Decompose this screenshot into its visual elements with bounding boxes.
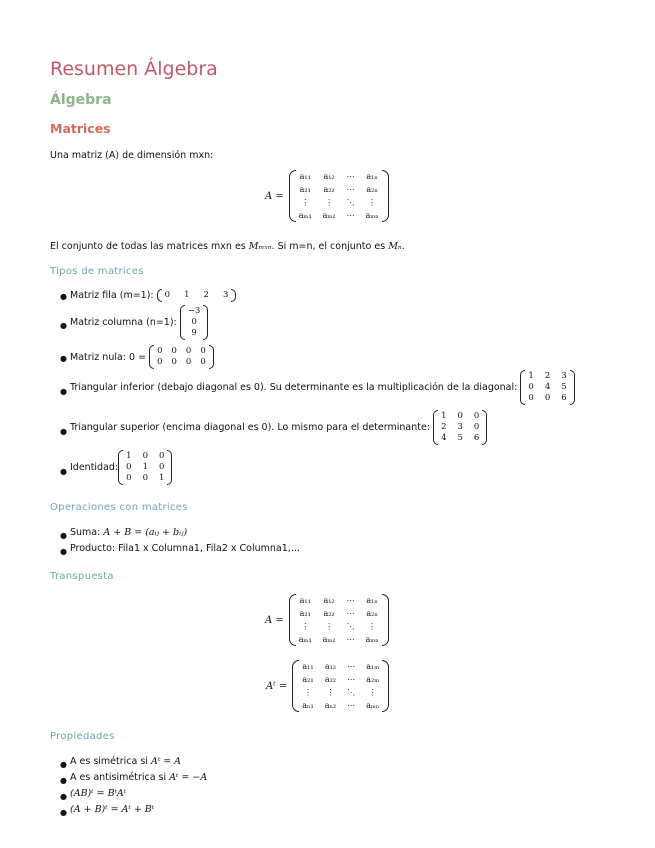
matrix-cell: 2 (441, 422, 447, 432)
set-text-3: . (401, 241, 405, 252)
prop-product-transpose: (AB)ᵗ = BᵗAᵗ (70, 788, 127, 799)
type-superior-label: Triangular superior (encima diagonal es 0). Lo mismo para el determinante: (70, 422, 431, 433)
matrix-cell: a₁₁ (299, 596, 311, 605)
matrix-cell: a₁₁ (302, 662, 314, 671)
matrix-cell: ⋮ (368, 688, 377, 697)
matrix-cell: 0 (473, 411, 480, 421)
matrix-cell: 0 (544, 393, 551, 403)
row-matrix (157, 289, 237, 302)
zero-matrix (149, 345, 214, 369)
bullet: ● (60, 292, 67, 301)
matrix-cell: 0 (200, 357, 206, 367)
matrix-cell: a₂ₙ (366, 185, 378, 194)
type-identidad (70, 450, 172, 485)
matrix-cell: ⋮ (326, 688, 335, 697)
matrix-cell: −3 (187, 306, 201, 316)
type-inferior (70, 370, 575, 405)
matrix-cell: aₘₙ (365, 211, 379, 220)
matrix-cell: 4 (441, 433, 447, 443)
matrix-cell: 0 (171, 357, 177, 367)
matrix-cell: ⋮ (301, 622, 310, 631)
matrix-cell: 0 (159, 451, 165, 461)
matrix-cell: a₂₂ (323, 609, 335, 618)
matrix-cell: 0 (473, 422, 480, 432)
prop-antisymmetric: A es antisimétrica si Aᵗ = −A (70, 772, 208, 783)
matrix-cell: aₙ₂ (324, 701, 337, 710)
matrix-cell: a₁₂ (324, 662, 336, 671)
matrix-cell: aₘ₁ (298, 211, 312, 220)
matrix-cell: a₂₂ (324, 675, 336, 684)
set-text-2: . Si m=n, el conjunto es (271, 241, 386, 252)
transpose-a-matrix (265, 594, 389, 646)
type-superior (70, 410, 487, 445)
matrix-cell: ⋮ (301, 198, 310, 207)
matrix-cell: 0 (164, 290, 171, 300)
matrix-cell: ⋯ (346, 635, 355, 644)
matrix-cell: 0 (171, 346, 177, 356)
matrix-cell: ⋯ (346, 596, 355, 605)
set-symbol-mn: Mₙ (388, 241, 402, 252)
matrix-cell: aₘₙ (366, 701, 380, 710)
prop-symmetric: A es simétrica si Aᵗ = A (70, 756, 182, 767)
matrix-cell: 0 (200, 346, 206, 356)
set-sentence (50, 241, 405, 252)
matrix-cell: 9 (191, 328, 197, 338)
matrix-cell: ⋯ (346, 172, 355, 181)
matrix-cell: 1 (142, 462, 148, 472)
matrix-cell: ⋮ (303, 688, 312, 697)
matrix-cell: ⋱ (346, 622, 355, 631)
type-nula (70, 345, 214, 369)
bullet: ● (60, 387, 67, 396)
transpose-at-matrix (266, 660, 389, 712)
set-symbol-mxn: Mₘₓₙ (248, 241, 272, 252)
matrix-cell: a₂₁ (299, 185, 311, 194)
matrix-cell: 1 (159, 473, 165, 483)
matrix-cell: a₁ₙ (366, 172, 378, 181)
matrix-cell: aₘₙ (365, 635, 379, 644)
bullet: ● (60, 760, 67, 769)
matrix-cell: 6 (473, 433, 480, 443)
transpose-heading: Transpuesta (50, 571, 114, 582)
matrix-cell: 2 (203, 290, 209, 300)
matrix-cell: 0 (157, 357, 163, 367)
matrix-cell: a₁ₙ (366, 596, 378, 605)
matrix-cell: 0 (185, 357, 192, 367)
matrix-cell: 3 (561, 371, 567, 381)
matrix-cell: 0 (457, 411, 463, 421)
matrix-cell: ⋯ (347, 662, 356, 671)
matrix-cell: 1 (184, 290, 190, 300)
prop-sum-transpose: (A + B)ᵗ = Aᵗ + Bᵗ (70, 804, 155, 815)
matrix-cell: ⋱ (347, 688, 356, 697)
matrix-cell: 3 (222, 290, 229, 300)
op-suma-label: Suma: (70, 527, 101, 538)
matrix-cell: 4 (544, 382, 551, 392)
matrix-cell: a₁ₘ (366, 662, 380, 671)
matrix-cell: 1 (126, 451, 132, 461)
matrix-cell: ⋯ (347, 675, 356, 684)
bullet: ● (60, 531, 67, 540)
matrix-cell: 5 (561, 382, 567, 392)
matrix-cell: 0 (159, 462, 165, 472)
matrix-cell: aₘ₂ (322, 211, 336, 220)
type-inferior-label: Triangular inferior (debajo diagonal es 0). Su determinante es la multiplicación de la diagonal: (70, 382, 518, 393)
intro-text: Una matriz (A) de dimensión mxn: (50, 150, 214, 161)
matrix-cell: 0 (142, 451, 148, 461)
matrix-cell: 0 (528, 382, 534, 392)
matrix-cell: aₘ₂ (322, 635, 336, 644)
matrix-cell: ⋮ (325, 622, 334, 631)
matrix-cell: a₁₁ (299, 172, 311, 181)
matrix-body (289, 170, 389, 222)
matrix-cell: ⋯ (346, 185, 355, 194)
matrix-grid (296, 170, 382, 222)
matrix-cell: ⋮ (368, 622, 377, 631)
column-matrix (180, 305, 209, 340)
type-nula-label: Matriz nula: 0 = (70, 351, 147, 363)
bullet: ● (60, 427, 67, 436)
op-suma-expr: A + B = (aᵢⱼ + bᵢⱼ) (103, 527, 188, 538)
matrix-cell: aₙ₁ (302, 701, 314, 710)
set-text-1: El conjunto de todas las matrices mxn es (50, 241, 246, 252)
matrix-cell: 0 (185, 346, 192, 356)
type-identidad-label: Identidad: (70, 462, 119, 473)
type-columna-label: Matriz columna (n=1): (70, 317, 177, 328)
matrix-cell: a₂₂ (323, 185, 335, 194)
matrix-cell: a₂ₘ (366, 675, 380, 684)
matrix-cell: 1 (441, 411, 447, 421)
matrix-cell: ⋯ (346, 609, 355, 618)
matrix-label: A = (265, 614, 284, 626)
matrix-cell: aₘ₁ (298, 635, 312, 644)
operations-heading: Operaciones con matrices (50, 502, 188, 513)
lower-triangular-matrix (520, 370, 574, 405)
page-title: Resumen Álgebra (50, 58, 218, 80)
section-heading: Álgebra (50, 92, 112, 108)
matrix-cell: ⋱ (346, 198, 355, 207)
type-fila (70, 289, 236, 302)
matrix-cell: 6 (561, 393, 567, 403)
matrix-cell: 3 (457, 422, 463, 432)
matrix-cell: ⋮ (368, 198, 377, 207)
properties-heading: Propiedades (50, 731, 115, 742)
types-heading: Tipos de matrices (50, 266, 144, 277)
matrix-label: Aᵗ = (266, 680, 288, 692)
subsection-heading: Matrices (50, 121, 111, 136)
matrix-cell: 0 (126, 462, 132, 472)
bullet: ● (60, 776, 67, 785)
general-matrix (265, 170, 389, 222)
matrix-cell: 0 (142, 473, 148, 483)
matrix-cell: 0 (126, 473, 132, 483)
matrix-cell: 0 (157, 346, 163, 356)
upper-triangular-matrix (433, 410, 487, 445)
identity-matrix (118, 450, 172, 485)
matrix-cell: ⋯ (346, 211, 355, 220)
matrix-cell: 1 (528, 371, 534, 381)
bullet: ● (60, 467, 67, 476)
matrix-cell: a₁₂ (323, 172, 335, 181)
bullet: ● (60, 547, 67, 556)
matrix-cell: a₂₁ (299, 609, 311, 618)
type-fila-label: Matriz fila (m=1): (70, 290, 154, 301)
bullet: ● (60, 792, 67, 801)
matrix-cell: a₂ₙ (366, 609, 378, 618)
matrix-cell: 5 (457, 433, 463, 443)
op-producto: Producto: Fila1 x Columna1, Fila2 x Columna1,... (70, 543, 300, 554)
type-columna (70, 305, 208, 340)
matrix-cell: ⋮ (325, 198, 334, 207)
matrix-cell: 0 (528, 393, 534, 403)
bullet: ● (60, 321, 67, 330)
matrix-cell: 2 (544, 371, 551, 381)
matrix-label: A = (265, 190, 284, 202)
matrix-cell: a₂₁ (302, 675, 314, 684)
bullet: ● (60, 354, 67, 363)
op-suma (70, 527, 187, 538)
matrix-cell: 0 (191, 317, 197, 327)
matrix-cell: a₁₂ (323, 596, 335, 605)
matrix-cell: ⋯ (347, 701, 356, 710)
bullet: ● (60, 808, 67, 817)
